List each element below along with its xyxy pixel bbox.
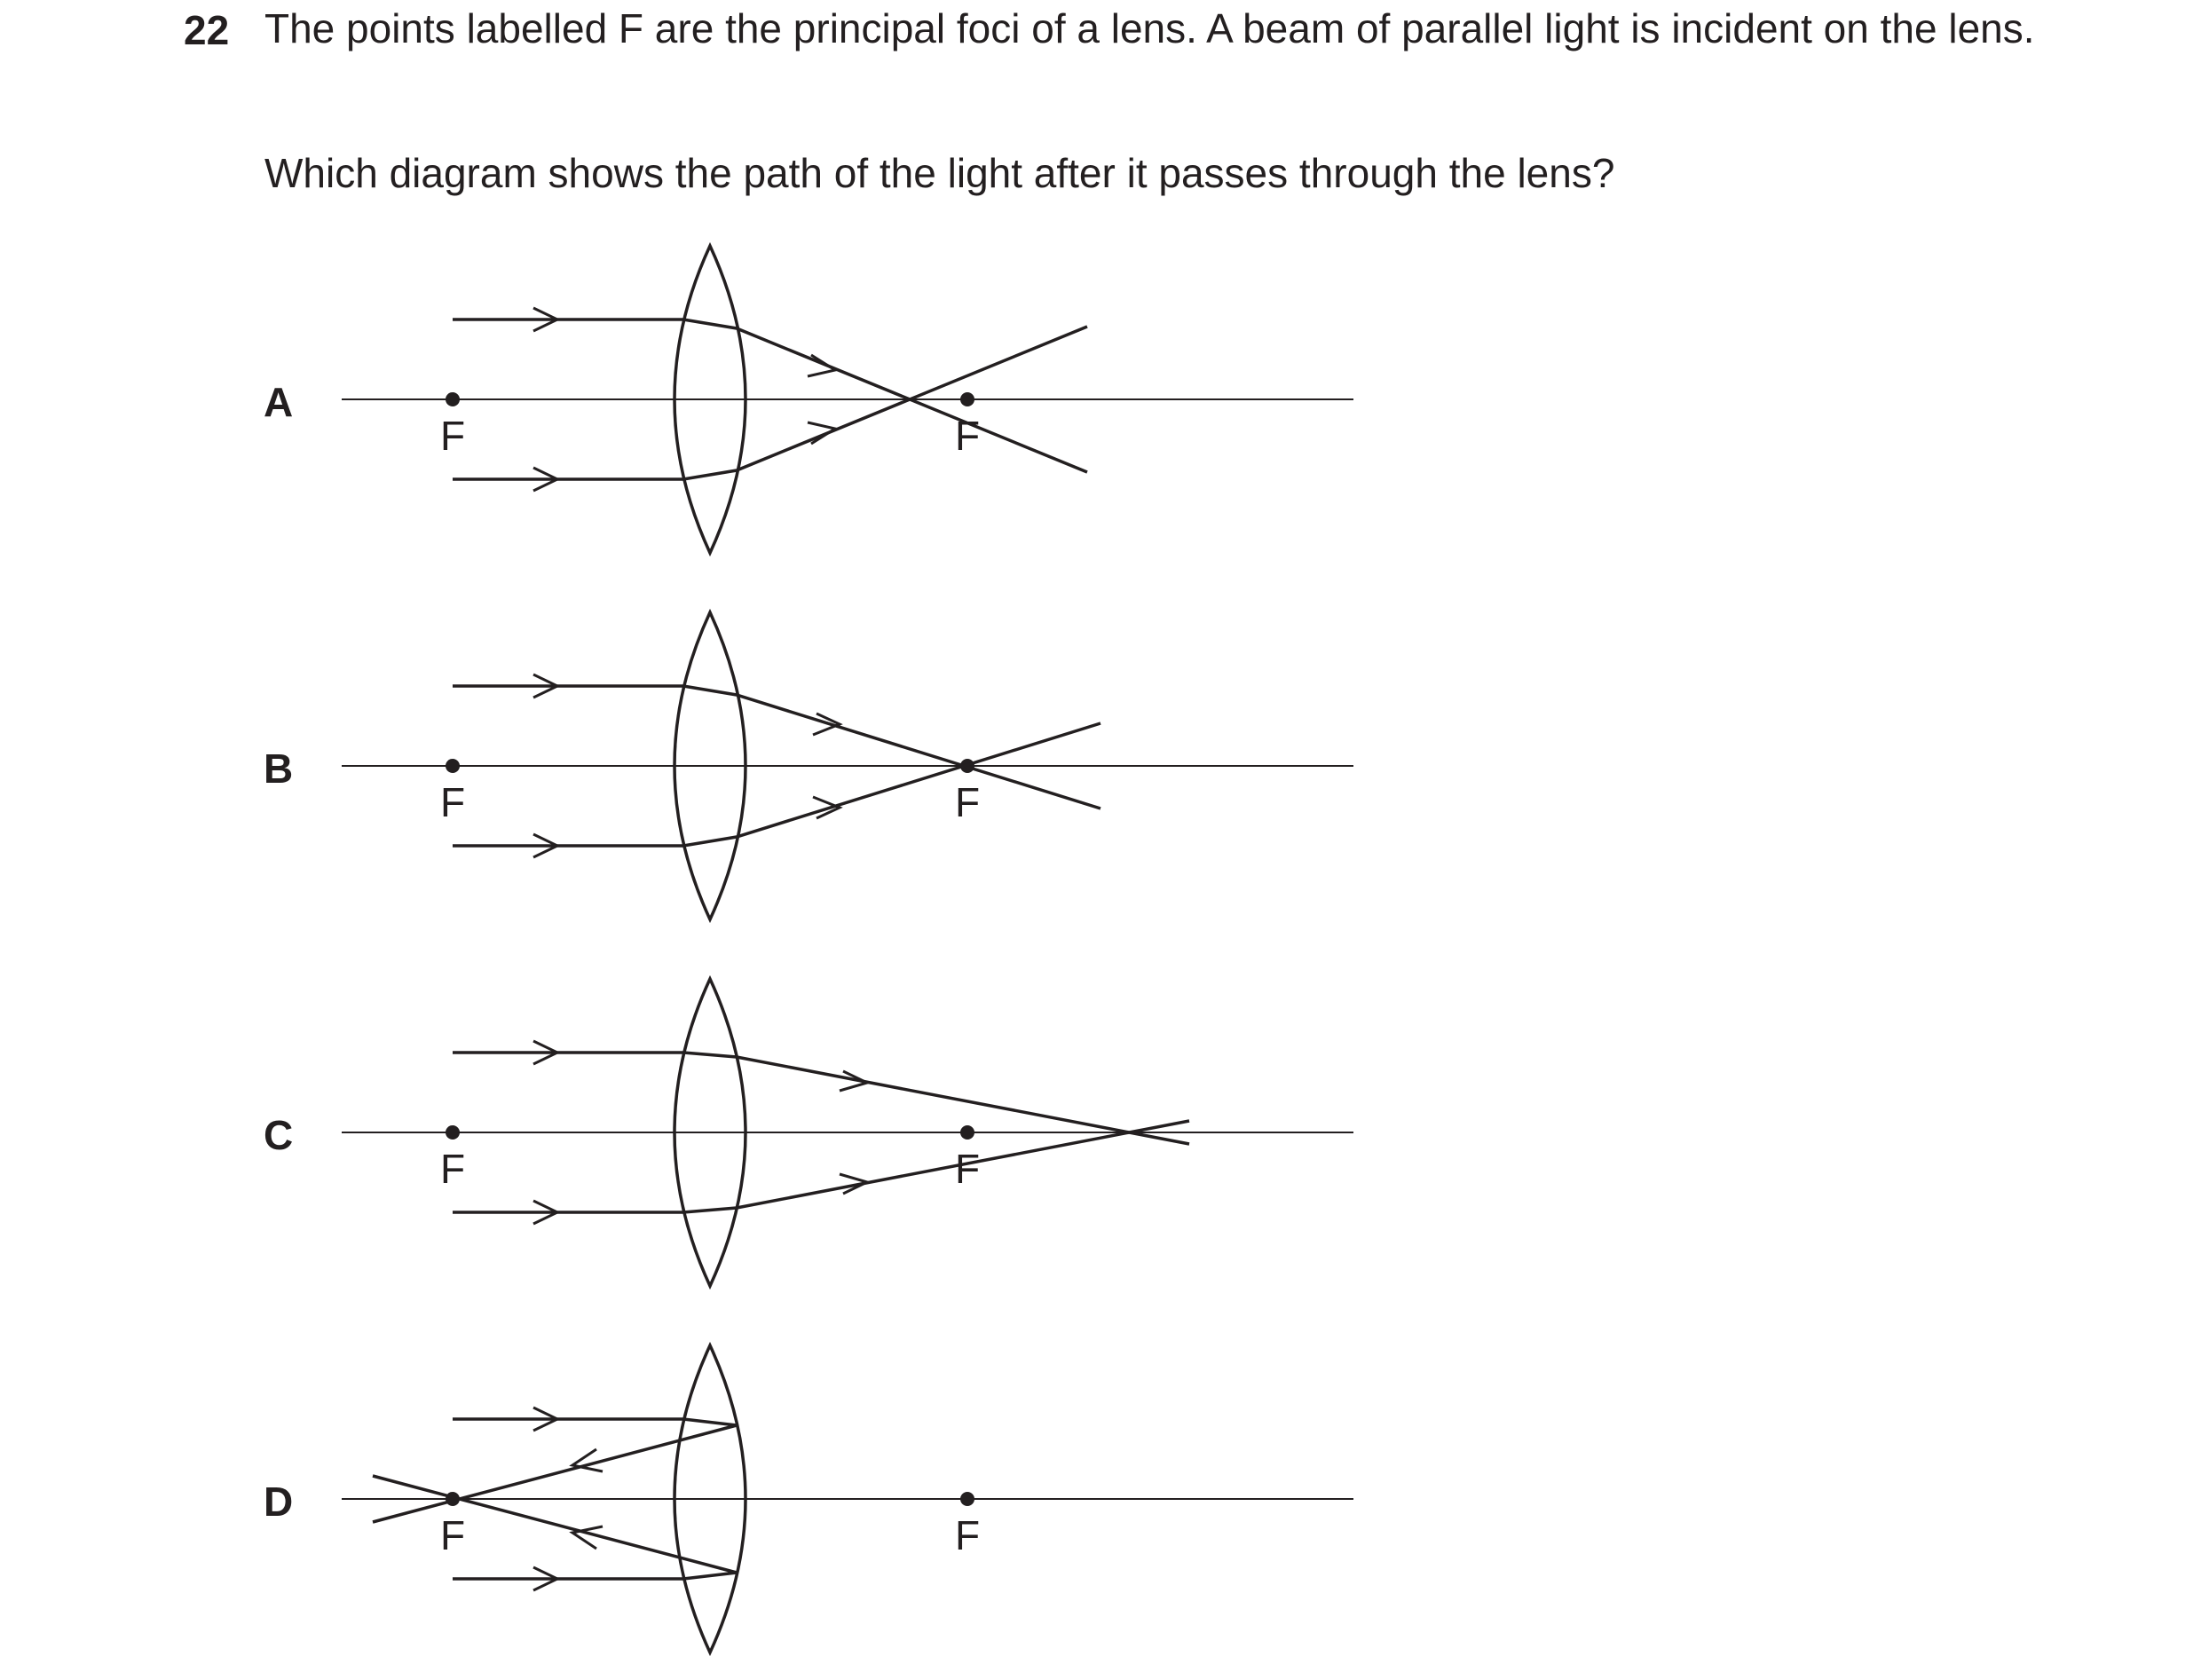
focus-label-left: F xyxy=(439,779,466,825)
focus-label-right: F xyxy=(954,1512,981,1558)
option-b-letter[interactable]: B xyxy=(264,745,294,792)
option-a-letter[interactable]: A xyxy=(264,379,294,425)
question-text: The points labelled F are the principal foci of a lens. A beam of parallel light is incident on the lens. xyxy=(264,5,2035,51)
diagram-c[interactable] xyxy=(342,979,1353,1286)
focus-label-right: F xyxy=(954,413,981,459)
diagram-b[interactable] xyxy=(342,612,1353,919)
ray-lower xyxy=(453,723,1100,846)
focus-point-right xyxy=(960,1125,974,1140)
question-number: 22 xyxy=(184,7,230,53)
focus-point-right xyxy=(960,392,974,406)
option-c-letter[interactable]: C xyxy=(264,1112,294,1158)
focus-label-left: F xyxy=(439,1512,466,1558)
focus-label-left: F xyxy=(439,1146,466,1192)
focus-point-left xyxy=(446,392,460,406)
focus-point-left xyxy=(446,759,460,773)
diagram-a[interactable] xyxy=(342,246,1353,553)
focus-point-left xyxy=(446,1125,460,1140)
question-prompt: Which diagram shows the path of the light after it passes through the lens? xyxy=(264,150,1615,196)
ray-upper xyxy=(453,686,1100,808)
focus-label-right: F xyxy=(954,779,981,825)
option-d-letter[interactable]: D xyxy=(264,1479,294,1525)
ray-lower xyxy=(453,1121,1189,1212)
focus-label-left: F xyxy=(439,413,466,459)
ray-upper xyxy=(453,1053,1189,1144)
diagram-d[interactable] xyxy=(342,1345,1353,1652)
focus-label-right: F xyxy=(954,1146,981,1192)
ray-lower xyxy=(453,327,1087,479)
ray-upper xyxy=(453,319,1087,472)
focus-point-right xyxy=(960,1492,974,1506)
